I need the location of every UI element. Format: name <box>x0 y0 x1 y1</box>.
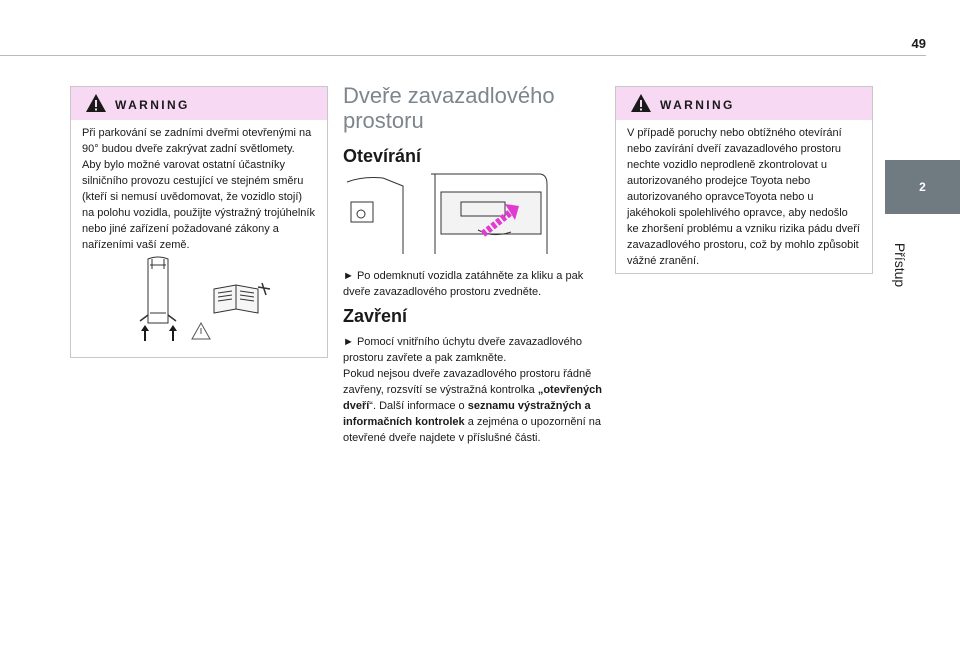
closing-text <box>343 334 605 446</box>
arrow-icon <box>141 325 177 341</box>
closing-note-part1: Pokud nejsou dveře zavazadlového prostoru řádně zavřeny, rozsvítí se výstražná kontrolka <box>343 368 592 396</box>
warning-triangle-icon <box>85 93 107 113</box>
warning-header <box>616 87 872 120</box>
closing-note-part3: a zejména o upozornění na otevřené dveře najdete v příslušné části. <box>343 416 602 444</box>
chapter-label-text: Přístup <box>892 242 908 288</box>
opening-heading: Otevírání <box>343 146 422 166</box>
closing-note-part2: “. Další informace o <box>369 400 468 412</box>
header-divider <box>0 55 926 56</box>
parked-vehicle-illustration <box>128 253 288 345</box>
warning-title: WARNING <box>115 98 190 112</box>
warning-box-malfunction <box>615 86 873 274</box>
warning-header <box>71 87 327 120</box>
warning-lights-list-link: seznamu výstražných a informačních kontrolek <box>343 400 591 428</box>
section-title <box>343 83 555 133</box>
closing-instruction: ► Pomocí vnitřního úchytu dveře zavazadlového prostoru zavřete a pak zamkněte. <box>343 336 582 364</box>
tailgate-handle-illustration <box>343 172 551 254</box>
section-title-line2: prostoru <box>343 108 424 133</box>
opening-text: ► Po odemknutí vozidla zatáhněte za kliku a pak dveře zavazadlového prostoru zvedněte. <box>343 270 584 298</box>
warning-triangle-icon <box>630 93 652 113</box>
page-number: 49 <box>911 36 926 51</box>
closing-heading: Zavření <box>343 306 408 326</box>
warning-text: V případě poruchy nebo obtížného otevírání nebo zavírání dveří zavazadlového prostoru nechte vozidlo neprodleně zkontrolovat u autorizovaného prodejce Toyota nebo autorizovaného opravceToyota nebo u jakéhokoli spolehlivého opravce, aby nedošlo ke zhoršení problému a vzniku rizika pádu dveří zavazadlového prostoru, což by mohlo způsobit vážné zranění. <box>627 127 860 267</box>
chapter-label <box>880 230 920 300</box>
section-title-line1: Dveře zavazadlového <box>343 83 555 108</box>
chapter-tab[interactable]: 2 <box>885 160 960 214</box>
warning-text: Při parkování se zadními dveřmi otevřenými na 90° budou dveře zakrývat zadní světlomety. Aby bylo možné varovat ostatní účastníky silničního provozu cestující ve stejném směru (kteří si nemusí uvědomovat, že vozidlo stojí) na polohu vozidla, použijte výstražný trojúhelník nebo jiné zařízení požadované zákony a nařízeními vaší země. <box>82 127 315 251</box>
closing-note <box>343 366 605 446</box>
open-door-indicator: „otevřených dveří <box>343 384 603 412</box>
warning-title: WARNING <box>660 98 735 112</box>
